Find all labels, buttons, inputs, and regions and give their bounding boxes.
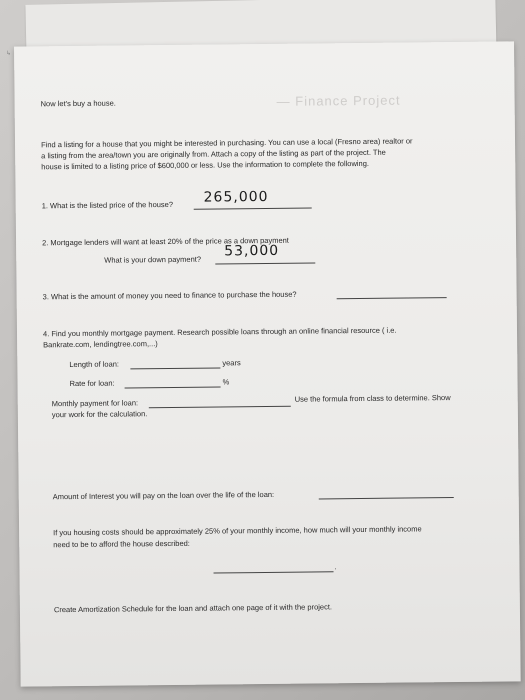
q1-handwritten-answer: 265,000	[203, 188, 269, 206]
q2-label: 2. Mortgage lenders will want at least 20% of the price as a down payment	[42, 235, 289, 248]
q1-answer-line	[194, 208, 312, 210]
margin-mark: ↳	[6, 51, 12, 57]
rate-label: Rate for loan:	[69, 378, 115, 389]
instructions-line-2: a listing from the area/town you are originally from. Attach a copy of the listing as part of the project. The	[41, 147, 386, 161]
monthly-answer-line	[149, 406, 291, 408]
show-through-title: — Finance Project	[276, 92, 401, 109]
monthly-label: Monthly payment for loan:	[51, 398, 139, 409]
intro-heading: Now let's buy a house.	[40, 98, 116, 109]
rate-unit: %	[222, 377, 230, 387]
housing-line-2: need to be to afford the house described:	[53, 538, 190, 550]
length-answer-line	[130, 367, 220, 369]
q4-label-line-2: Bankrate.com, lendingtree.com,...)	[43, 339, 158, 350]
length-label: Length of loan:	[69, 359, 120, 370]
monthly-note: Use the formula from class to determine. Show	[294, 393, 451, 404]
q3-label: 3. What is the amount of money you need to finance to purchase the house?	[42, 289, 297, 302]
q2-answer-line	[215, 262, 315, 264]
monthly-note-2: your work for the calculation.	[51, 409, 148, 420]
interest-answer-line	[319, 497, 454, 499]
interest-label: Amount of Interest you will pay on the loan over the life of the loan:	[52, 489, 275, 502]
length-unit: years	[222, 358, 241, 368]
instructions-line-3: house is limited to a listing price of $600,000 or less. Use the information to complete the following.	[41, 158, 369, 172]
q1-label: 1. What is the listed price of the house?	[41, 199, 174, 211]
worksheet-page	[14, 41, 521, 686]
housing-line-1: If you housing costs should be approximately 25% of your monthly income, how much will your monthly income	[53, 524, 422, 538]
q3-answer-line	[337, 297, 447, 299]
instructions-line-1: Find a listing for a house that you might be interested in purchasing. You can use a local (Fresno area) realtor or	[40, 136, 413, 150]
amortization-label: Create Amortization Schedule for the loan and attach one page of it with the project.	[53, 602, 333, 615]
housing-answer-line	[214, 571, 334, 573]
q2-sub-label: What is your down payment?	[104, 254, 202, 265]
q2-handwritten-answer: 53,000	[224, 242, 280, 260]
rate-answer-line	[125, 386, 221, 388]
housing-period: .	[334, 562, 337, 572]
q4-label-line-1: 4. Find you monthly mortgage payment. Research possible loans through an online financial resource ( i.e.	[42, 325, 397, 339]
